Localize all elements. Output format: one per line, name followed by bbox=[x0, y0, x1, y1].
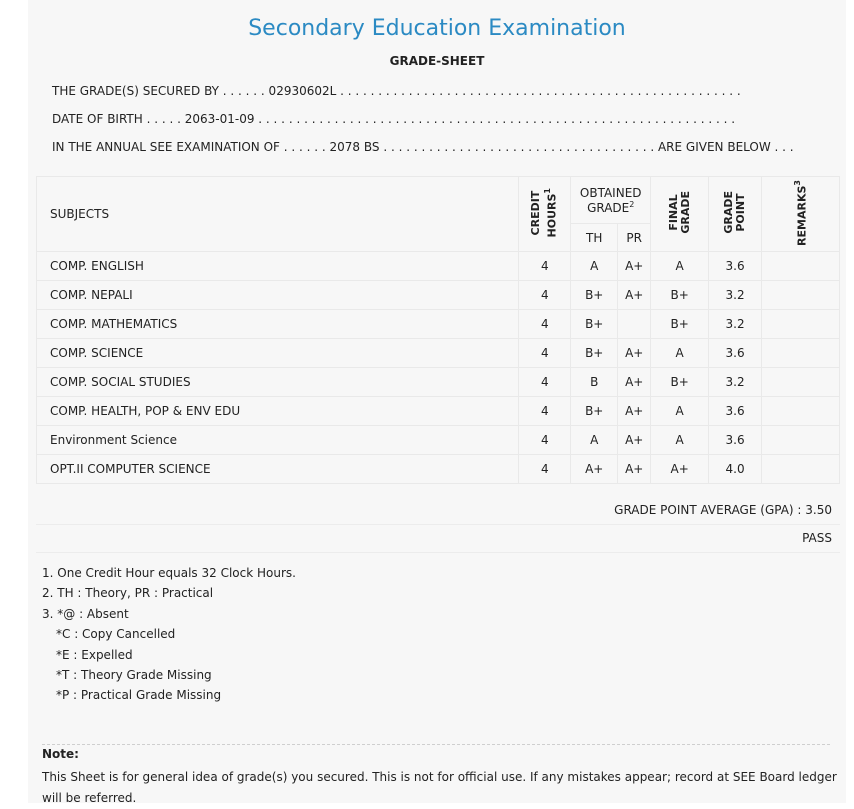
divider bbox=[36, 552, 840, 553]
gpa-line: GRADE POINT AVERAGE (GPA) : 3.50 bbox=[614, 503, 832, 517]
table-row bbox=[37, 339, 840, 368]
table-row bbox=[37, 426, 840, 455]
header-remarks: REMARKS$^3$ bbox=[762, 177, 840, 252]
final-grade-cell: B+ bbox=[651, 281, 709, 310]
grade-point-cell: 3.2 bbox=[709, 368, 762, 397]
exam-line: IN THE ANNUAL SEE EXAMINATION OF . . . . . . 2078 BS . . . . . . . . . . . . . . . . . . . . . . . . . . . . . . . . . . . . ARE GIVEN BELOW . . . bbox=[52, 140, 794, 154]
final-grade-cell: A bbox=[651, 397, 709, 426]
grade-point-cell: 3.6 bbox=[709, 397, 762, 426]
footnotes bbox=[42, 563, 296, 706]
footnote-3-copy-cancelled: *C : Copy Cancelled bbox=[56, 627, 176, 642]
footnote-3: 3. *@ : Absent bbox=[42, 606, 129, 621]
final-grade-cell: A bbox=[651, 426, 709, 455]
subject-cell: COMP. ENGLISH bbox=[37, 252, 519, 281]
footnote-1: 1. One Credit Hour equals 32 Clock Hours. bbox=[42, 566, 296, 580]
footnote-2: 2. TH : Theory, PR : Practical bbox=[42, 586, 214, 601]
credit-cell: 4 bbox=[519, 310, 571, 339]
grade-point-cell: 3.6 bbox=[709, 426, 762, 455]
grade-table bbox=[36, 176, 840, 484]
remarks-cell bbox=[762, 426, 840, 455]
grade-point-cell: 4.0 bbox=[709, 455, 762, 484]
pr-cell: A+ bbox=[618, 281, 651, 310]
grade-point-cell: 3.2 bbox=[709, 310, 762, 339]
grade-sheet bbox=[28, 0, 846, 803]
footnote-3-practical-missing: *P : Practical Grade Missing bbox=[56, 688, 222, 703]
final-grade-cell: A bbox=[651, 339, 709, 368]
credit-cell: 4 bbox=[519, 368, 571, 397]
remarks-cell bbox=[762, 455, 840, 484]
final-grade-cell: B+ bbox=[651, 310, 709, 339]
table-row bbox=[37, 397, 840, 426]
header-subjects: SUBJECTS bbox=[37, 177, 519, 252]
divider bbox=[36, 524, 840, 525]
credit-cell: 4 bbox=[519, 339, 571, 368]
date-of-birth-line: DATE OF BIRTH . . . . . 2063-01-09 . . . . . . . . . . . . . . . . . . . . . . . . . . . . . . . . . . . . . . . . . . . . . . . . . . . . . . . . . . . . . . . bbox=[52, 112, 736, 126]
remarks-cell bbox=[762, 281, 840, 310]
th-cell: B+ bbox=[571, 310, 618, 339]
th-cell: A+ bbox=[571, 455, 618, 484]
header-th: TH bbox=[571, 224, 618, 252]
th-cell: A bbox=[571, 252, 618, 281]
result-status: PASS bbox=[802, 531, 832, 545]
header-obtained-grade: OBTAINED GRADE$^2$ bbox=[571, 177, 651, 224]
table-row bbox=[37, 252, 840, 281]
subject-cell: OPT.II COMPUTER SCIENCE bbox=[37, 455, 519, 484]
table-row bbox=[37, 281, 840, 310]
credit-cell: 4 bbox=[519, 397, 571, 426]
pr-cell: A+ bbox=[618, 368, 651, 397]
credit-cell: 4 bbox=[519, 252, 571, 281]
pr-cell: A+ bbox=[618, 397, 651, 426]
pr-cell: A+ bbox=[618, 339, 651, 368]
note-text: This Sheet is for general idea of grade(s) you secured. This is not for official use. If any mistakes appear; record at SEE Board ledger will be referred. bbox=[42, 770, 837, 805]
pr-cell: A+ bbox=[618, 426, 651, 455]
subject-cell: COMP. NEPALI bbox=[37, 281, 519, 310]
final-grade-cell: A bbox=[651, 252, 709, 281]
pr-cell bbox=[618, 310, 651, 339]
credit-cell: 4 bbox=[519, 455, 571, 484]
grade-point-cell: 3.6 bbox=[709, 252, 762, 281]
footnote-3-theory-missing: *T : Theory Grade Missing bbox=[56, 668, 212, 683]
final-grade-cell: B+ bbox=[651, 368, 709, 397]
th-cell: B+ bbox=[571, 397, 618, 426]
subject-cell: COMP. HEALTH, POP & ENV EDU bbox=[37, 397, 519, 426]
page-subtitle: GRADE-SHEET bbox=[389, 54, 485, 68]
table-row bbox=[37, 455, 840, 484]
remarks-cell bbox=[762, 310, 840, 339]
th-cell: B+ bbox=[571, 281, 618, 310]
table-row bbox=[37, 368, 840, 397]
grade-point-cell: 3.6 bbox=[709, 339, 762, 368]
note-separator bbox=[42, 744, 830, 745]
th-cell: B+ bbox=[571, 339, 618, 368]
note-title: Note: bbox=[42, 747, 79, 761]
header-grade-point: GRADE POINT bbox=[709, 177, 762, 252]
th-cell: B bbox=[571, 368, 618, 397]
subject-cell: Environment Science bbox=[37, 426, 519, 455]
secured-by-line: THE GRADE(S) SECURED BY . . . . . . 02930602L . . . . . . . . . . . . . . . . . . . . . . . . . . . . . . . . . . . . . . . . . . . . . . . . . . . . . bbox=[52, 84, 741, 98]
pr-cell: A+ bbox=[618, 252, 651, 281]
th-cell: A bbox=[571, 426, 618, 455]
final-grade-cell: A+ bbox=[651, 455, 709, 484]
remarks-cell bbox=[762, 339, 840, 368]
page-title: Secondary Education Examination bbox=[248, 16, 626, 41]
subject-cell: COMP. SOCIAL STUDIES bbox=[37, 368, 519, 397]
remarks-cell bbox=[762, 368, 840, 397]
header-final-grade: FINAL GRADE bbox=[651, 177, 709, 252]
header-credit-hours: CREDIT HOURS$^1$ bbox=[519, 177, 571, 252]
credit-cell: 4 bbox=[519, 426, 571, 455]
credit-cell: 4 bbox=[519, 281, 571, 310]
remarks-cell bbox=[762, 252, 840, 281]
subject-cell: COMP. SCIENCE bbox=[37, 339, 519, 368]
footnote-3-expelled: *E : Expelled bbox=[56, 647, 133, 662]
header-pr: PR bbox=[618, 224, 651, 252]
pr-cell: A+ bbox=[618, 455, 651, 484]
remarks-cell bbox=[762, 397, 840, 426]
grade-point-cell: 3.2 bbox=[709, 281, 762, 310]
subject-cell: COMP. MATHEMATICS bbox=[37, 310, 519, 339]
table-row bbox=[37, 310, 840, 339]
